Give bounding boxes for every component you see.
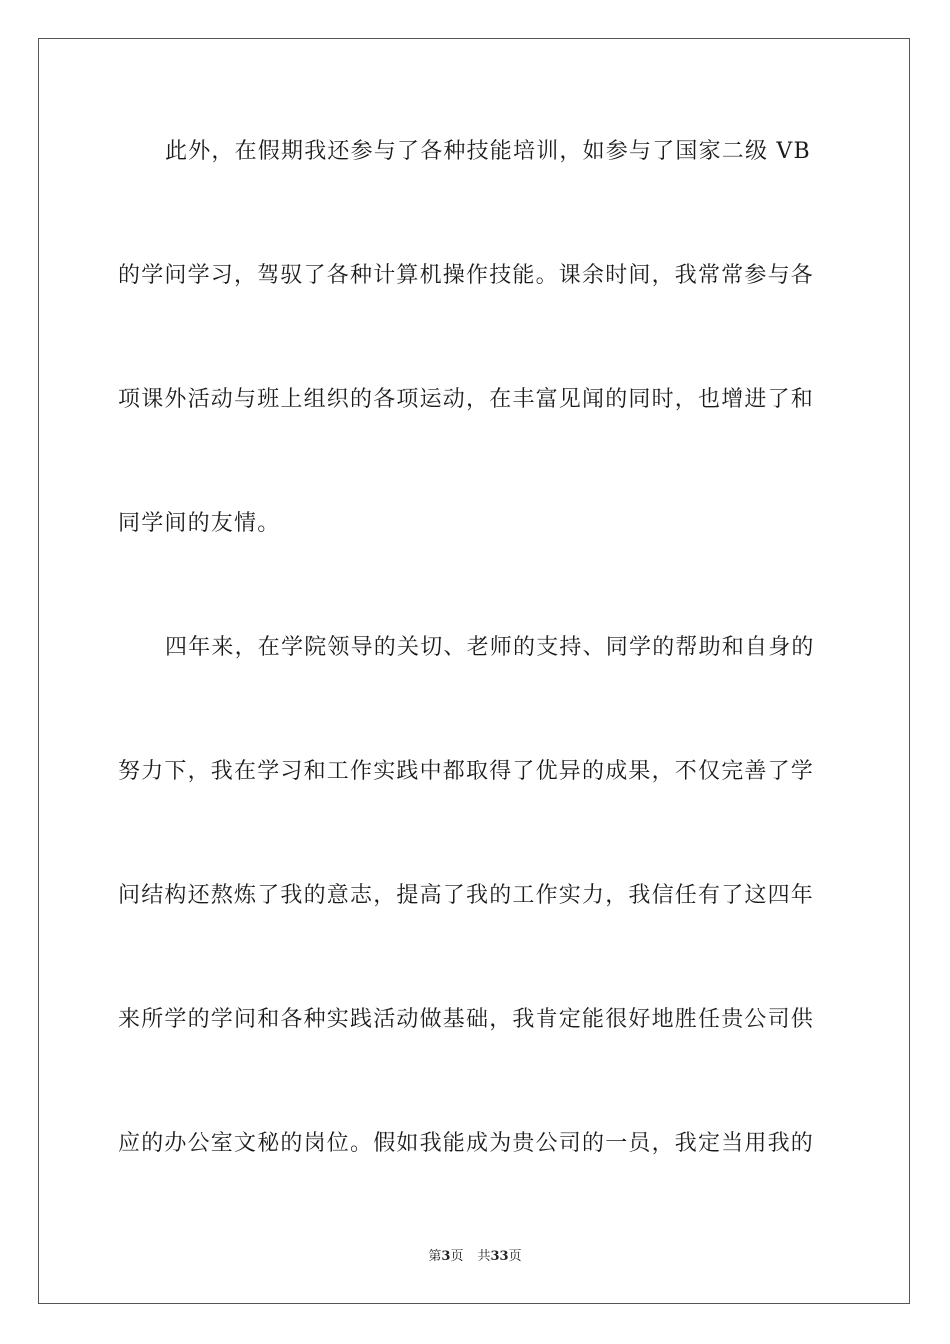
paragraph-line: 问结构还熬炼了我的意志，提高了我的工作实力，我信任有了这四年: [118, 883, 815, 908]
paragraph-line: 同学间的友情。: [118, 511, 281, 536]
page-suffix: 页: [450, 1249, 464, 1264]
paragraph-line: 四年来，在学院领导的关切、老师的支持、同学的帮助和自身的: [165, 635, 815, 660]
total-pages: 33: [490, 1249, 509, 1264]
paragraph-line: 来所学的学问和各种实践活动做基础，我肯定能很好地胜任贵公司供: [118, 1007, 815, 1032]
paragraph-line: 项课外活动与班上组织的各项运动，在丰富见闻的同时，也增进了和: [118, 387, 815, 412]
paragraph-line: 努力下，我在学习和工作实践中都取得了优异的成果，不仅完善了学: [118, 759, 815, 784]
total-prefix: 共: [477, 1249, 491, 1264]
paragraph-line: 此外，在假期我还参与了各种技能培训，如参与了国家二级 VB: [165, 139, 811, 164]
page-prefix: 第: [428, 1249, 442, 1264]
paragraph-line: 的学问学习，驾驭了各种计算机操作技能。课余时间，我常常参与各: [118, 263, 815, 288]
page-number: 3: [441, 1249, 451, 1264]
paragraph-line: 应的办公室文秘的岗位。假如我能成为贵公司的一员，我定当用我的: [118, 1131, 815, 1156]
page-border: [38, 38, 910, 1304]
page-footer: [0, 1249, 950, 1265]
total-suffix: 页: [508, 1249, 522, 1264]
